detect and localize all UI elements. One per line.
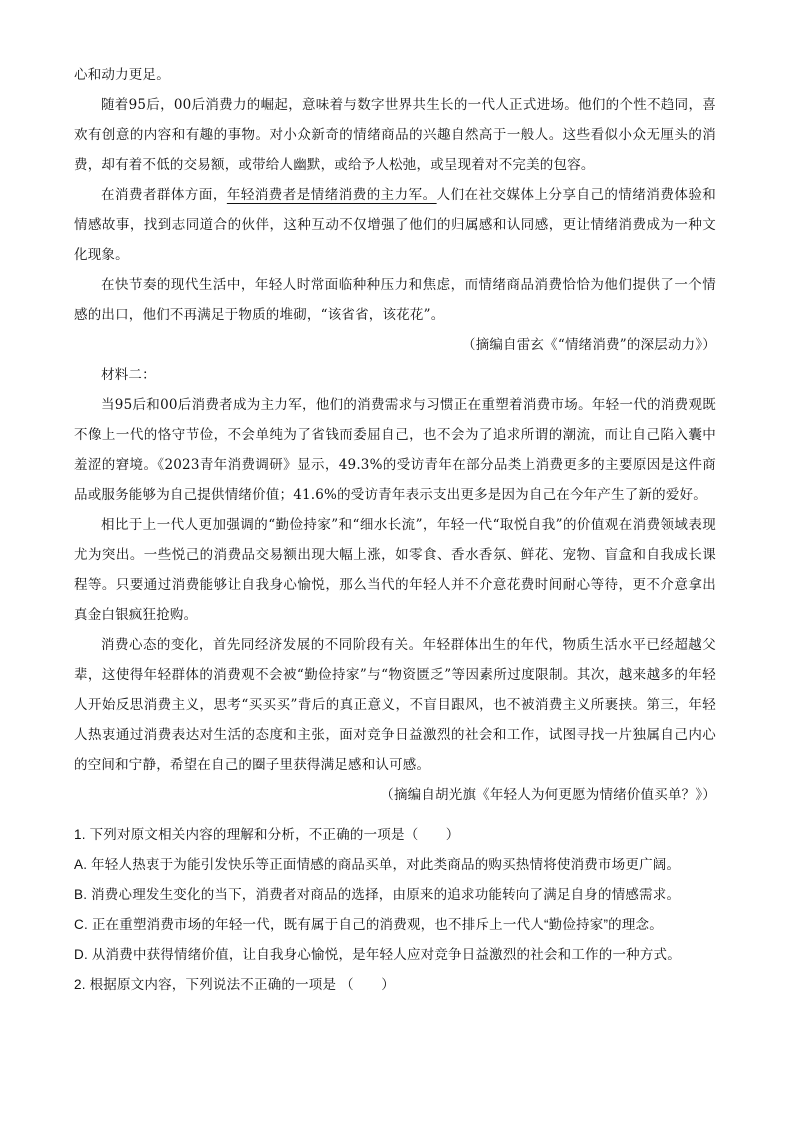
question-option-c: C. 正在重塑消费市场的年轻一代，既有属于自己的消费观，也不排斥上一代人“勤俭持家”的理念。 [74,917,663,932]
text-run: 在消费者群体方面， [101,187,227,203]
text-run: 人们在社交媒体上分享自己的情绪消费体验和情感故事，找到志同道合的伙伴，这种互动不仅增强了他们的归属感和认同感，更让情绪消费成为一种文化现象。 [74,187,717,263]
paragraph: 当95后和00后消费者成为主力军，他们的消费需求与习惯正在重塑着消费市场。年轻一代的消费观既不像上一代的恪守节俭，不会单纯为了省钱而委屈自己，也不会为了追求所谓的潮流，而让自己陷入囊中羞涩的窘境。《2023青年消费调研》显示，49.3%的受访青年在部分品类上消费更多的主要原因是这件商品或服务能够为自己提供情绪价值；41.6%的受访青年表示支出更多是因为自己在今年产生了新的爱好。 [74,397,716,503]
question-stem: 2. 根据原文内容，下列说法不正确的一项是 （ ） [74,977,395,992]
paragraph: 消费心态的变化，首先同经济发展的不同阶段有关。年轻群体出生的年代，物质生活水平已经超越父辈，这使得年轻群体的消费观不会被“勤俭持家”与“物资匮乏”等因素所过度限制。其次，越来越多的年轻人开始反思消费主义，思考“买买买”背后的真正意义，不盲目跟风，也不被消费主义所裹挟。第三，年轻人热衷通过消费表达对生活的态度和主张，面对竞争日益激烈的社会和工作，试图寻找一片独属自己内心的空间和宁静，希望在自己的圈子里获得满足感和认可感。 [74,637,716,773]
question-list [74,820,716,1000]
paragraph [74,180,716,270]
paragraph: 在快节奏的现代生活中，年轻人时常面临种种压力和焦虑，而情绪商品消费恰恰为他们提供了一个情感的出口，他们不再满足于物质的堆砌，“该省省，该花花”。 [74,277,716,323]
paragraph: 相比于上一代人更加强调的“勤俭持家”和“细水长流”，年轻一代“取悦自我”的价值观在消费领域表现尤为突出。一些悦己的消费品交易额出现大幅上涨，如零食、香水香氛、鲜花、宠物、盲盒和自我成长课程等。只要通过消费能够让自我身心愉悦，那么当代的年轻人并不介意花费时间耐心等待，更不介意拿出真金白银疯狂抢购。 [74,517,716,623]
document-body [74,60,716,1000]
question-option-a: A. 年轻人热衷于为能引发快乐等正面情感的商品买单，对此类商品的购买热情将使消费市场更广阔。 [74,857,681,872]
source-citation: （摘编自胡光旗《年轻人为何更愿为情绪价值买单？》） [380,787,716,803]
question-option-d: D. 从消费中获得情绪价值，让自我身心愉悦，是年轻人应对竞争日益激烈的社会和工作的一种方式。 [74,947,681,962]
paragraph: 随着95后，00后消费力的崛起，意味着与数字世界共生长的一代人正式进场。他们的个性不趋同，喜欢有创意的内容和有趣的事物。对小众新奇的情绪商品的兴趣自然高于一般人。这些看似小众无厘头的消费，却有着不低的交易额，或带给人幽默，或给予人松弛，或呈现着对不完美的包容。 [74,97,716,173]
paragraph-continuation: 心和动力更足。 [74,67,170,83]
source-citation: （摘编自雷玄《“情绪消费”的深层动力》） [461,337,716,353]
material-label: 材料二： [101,367,156,383]
question-option-b: B. 消费心理发生变化的当下，消费者对商品的选择，由原来的追求功能转向了满足自身的情感需求。 [74,887,681,902]
question-stem: 1. 下列对原文相关内容的理解和分析，不正确的一项是（ ） [74,827,460,842]
reading-passage [74,60,716,810]
underlined-sentence: 年轻消费者是情绪消费的主力军。 [226,187,437,203]
